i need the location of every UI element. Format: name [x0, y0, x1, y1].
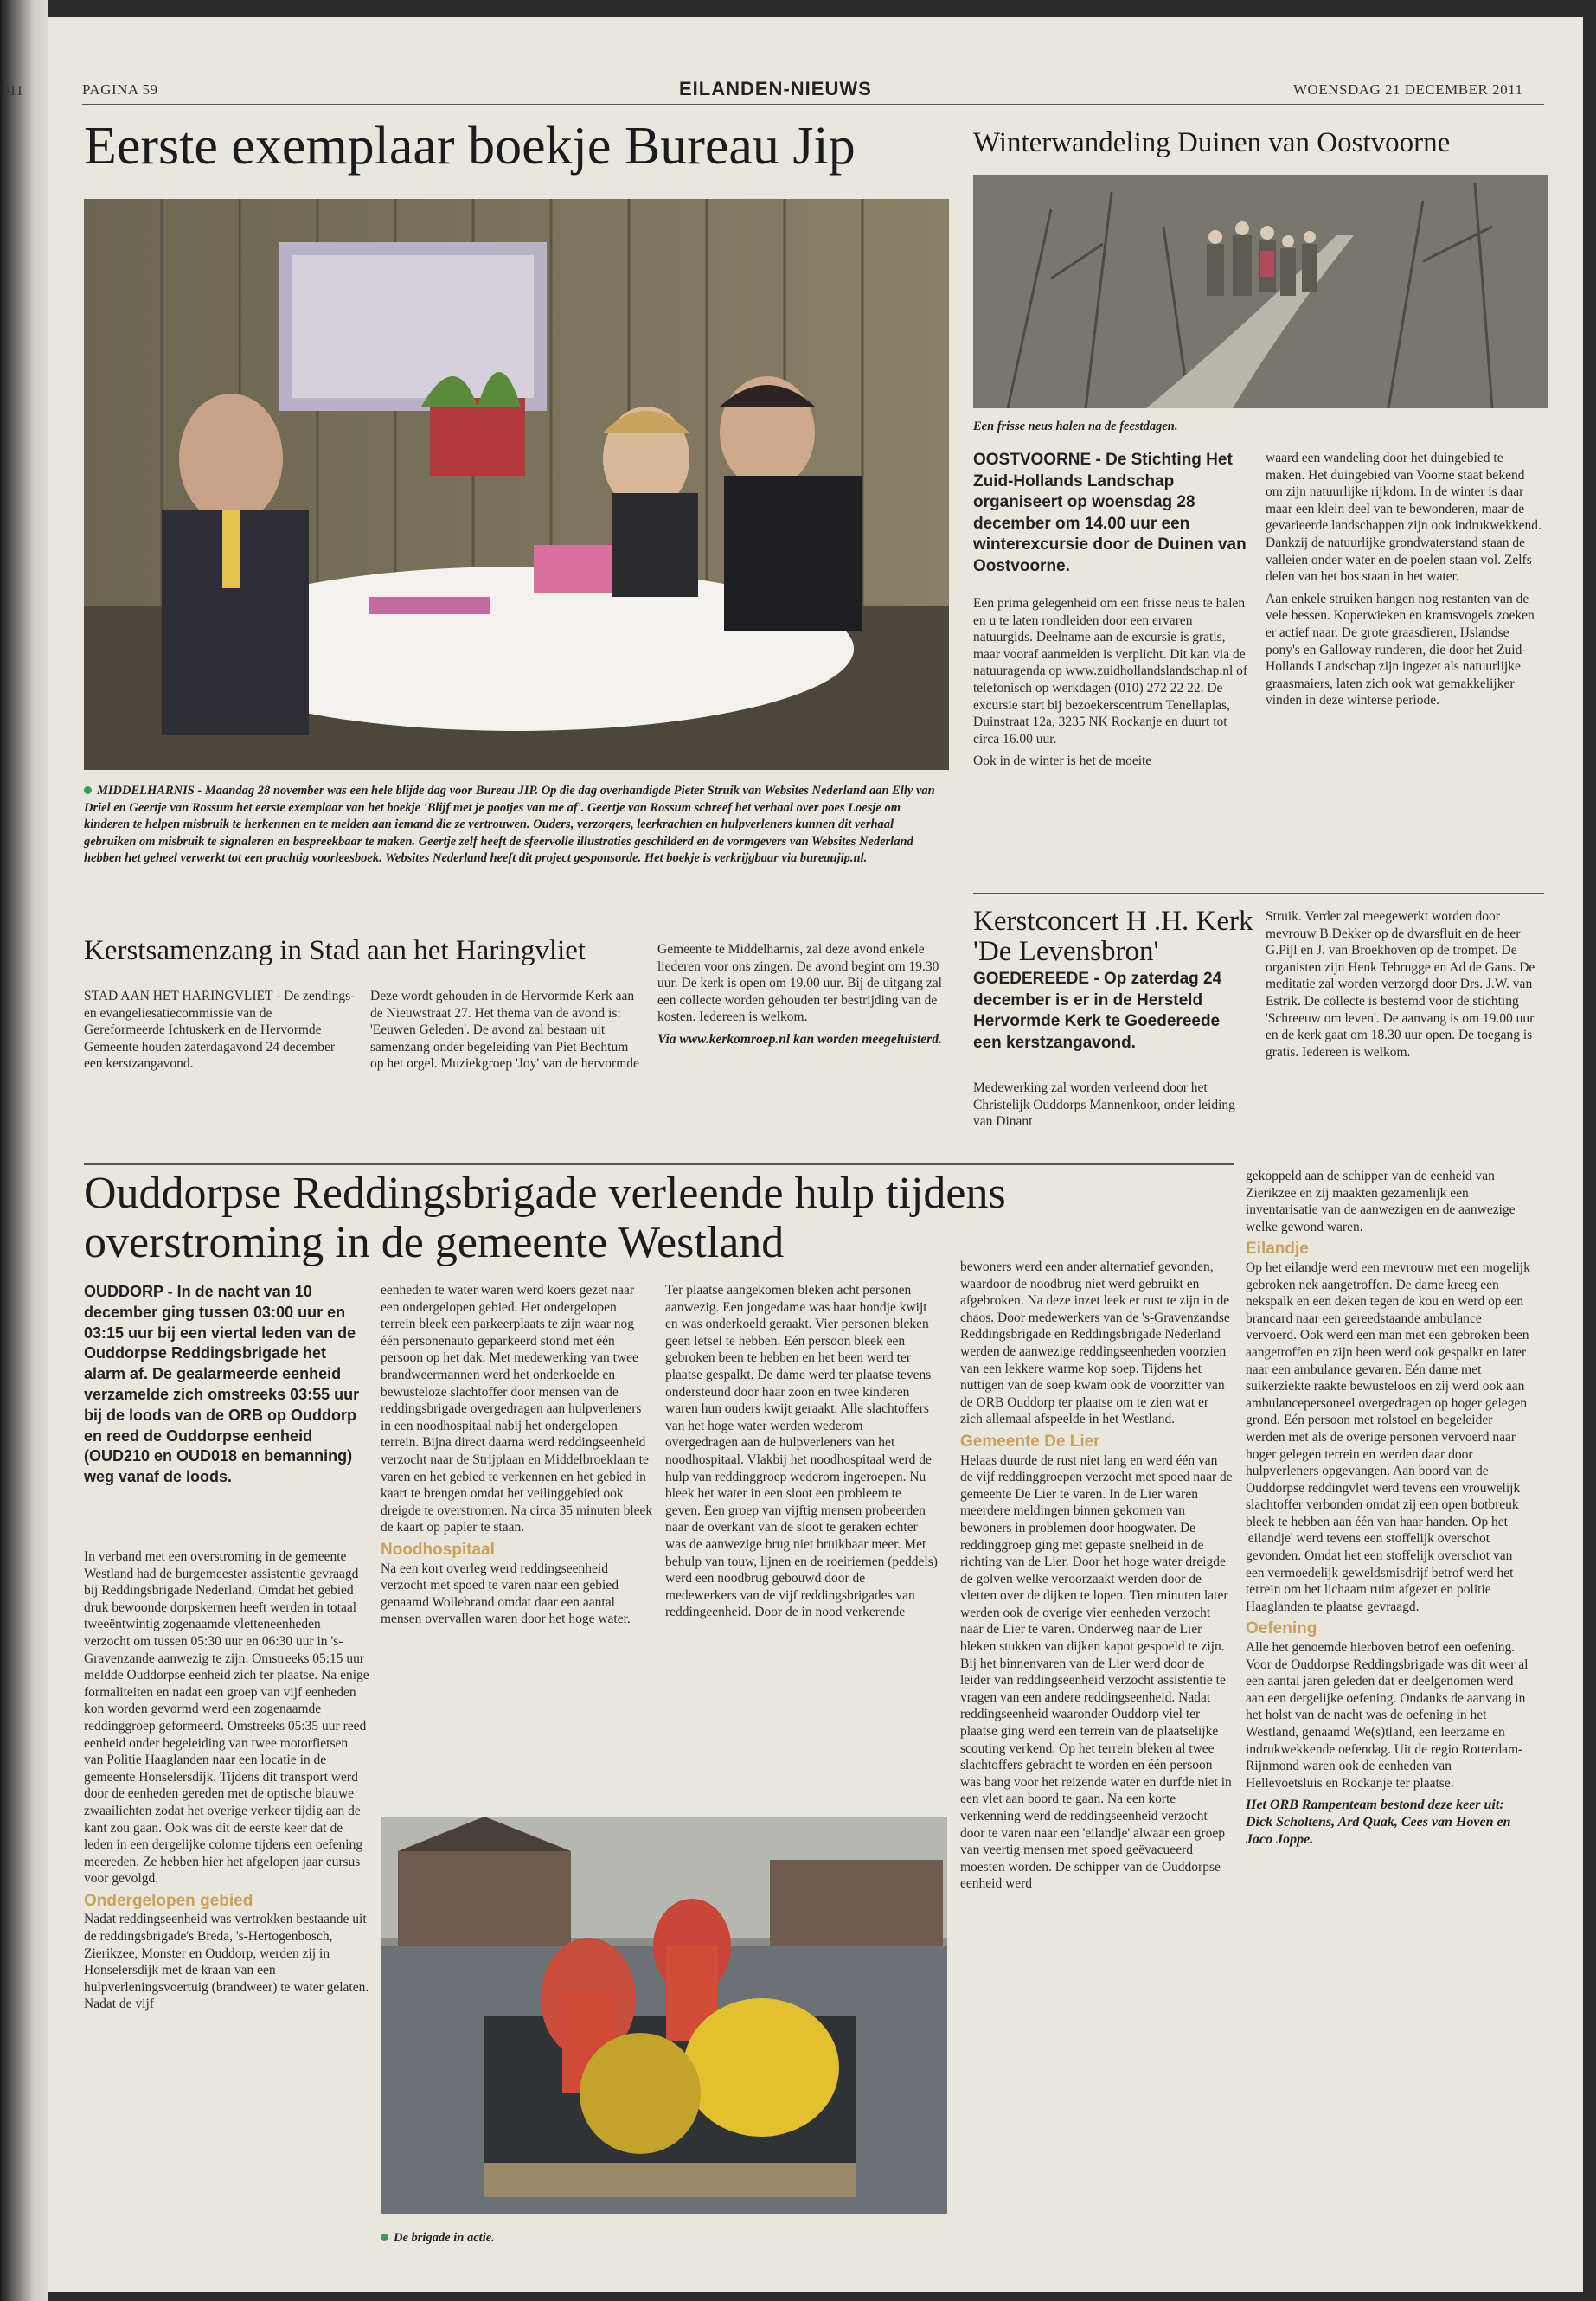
- bureau-jip-photo: [84, 199, 949, 770]
- winterwandeling-col1: [973, 595, 1250, 775]
- winterwandeling-headline: Winterwandeling Duinen van Oostvoorne: [973, 127, 1451, 158]
- brigade-photo: [381, 1817, 947, 2214]
- bureau-jip-photo-image: [84, 199, 949, 770]
- subhead-eilandje: Eilandje: [1246, 1240, 1309, 1259]
- kerstconcert-col1: Medewerking zal worden verleend door het Christelijk Ouddorps Mannenkoor, onder leiding van Dinant: [973, 1080, 1235, 1130]
- kerstconcert-lead: GOEDEREEDE - Op zaterdag 24 december is er in de Hersteld Hervormde Kerk te Goedereede een kerstzangavond.: [973, 970, 1222, 1052]
- newspaper-page: [48, 17, 1583, 2292]
- subhead-noodhospitaal: Noodhospitaal: [381, 1540, 495, 1559]
- caption-bullet-icon: [381, 2234, 388, 2241]
- subhead-oefening: Oefening: [1246, 1619, 1317, 1638]
- kerkomroep-link[interactable]: Via www.kerkomroep.nl kan worden meegeluisterd.: [657, 1031, 942, 1047]
- brigade-photo-caption-text: De brigade in actie.: [394, 2231, 495, 2245]
- reddingsbrigade-col2-text: eenheden te water waren werd koers gezet naar een ondergelopen gebied. Het ondergelopen terrein bleek een parkeerplaats te zijn waar nog één personenauto geparkeerd stond met één persoon op het dak. Met medewerking van twee brandweermannen werd het onderkoelde en bewusteloze slachtoffer door mensen van de reddingsbrigade overgedragen aan hulpverleners in een noodhospitaal nabij het ondergelopen terrein. Bijna direct daarna werd reddingseenheid verzocht naar de Strijplaan en Middelbroeklaan te varen en het gebied te verkennen en het gebied in kaart te brengen omdat het veilinggebied ook dreigde te overstromen. Na circa 35 minuten bleek de kaart op papier te staan.: [381, 1283, 653, 1535]
- page-number: PAGINA 59: [82, 81, 158, 98]
- reddingsbrigade-col4-text: bewoners werd een ander alternatief gevonden, waardoor de noodbrug niet werd gebruikt en afgebroken. Na deze inzet leek er rust te zijn in de chaos. Door medewerkers van de 's-Gravenzandse Reddingsbrigade en Reddingsbrigade Nederland werden de aanwezige reddingseenheden voorzien van een lekkere warme kop soep. Tijdens het nuttigen van de soep kwam ook de voorzitter van de ORB Ouddorp ter plaatse om te zien wat er zich allemaal afspeelde in het Westland.: [960, 1259, 1230, 1427]
- reddingsbrigade-col1: [84, 1548, 369, 2018]
- reddingsbrigade-col3: Ter plaatse aangekomen bleken acht personen aanwezig. Een jongedame was haar hondje kwijt en was onderkoeld geraakt. Vier personen bleken geen letsel te hebben. Eén persoon bleek een gebroken been te hebben en het been werd ter plaatse gespalkt. De dame werd ter plaatse tevens ondersteund door haar zoon en twee kinderen waren hun ouders kwijt geraakt. Alle slachtoffers van het hoge water werden wederom overgedragen aan de hulpverleners van het noodhospitaal. Vlakbij het noodhospitaal werd de hulp van reddinggroep wederom ingeroepen. Nu bleek het water in een sloot een probleem te geven. Een groep van vijftig mensen probeerden naar de overkant van de sloot te geraken echter was de aanwezige brug niet bruikbaar meer. Met behulp van touw, lijnen en de roeiriemen (peddels) werd een noodbrug gebouwd door de medewerkers van de vijf reddingsbrigades van reddingeenheid. Door de in nood verkerende: [665, 1283, 938, 1620]
- kerstsamenzang-headline: Kerstsamenzang in Stad aan het Haringvliet: [84, 935, 586, 966]
- reddingsbrigade-headline-line2: overstroming in de gemeente Westland: [84, 1218, 785, 1267]
- winterwandeling-photo: [973, 175, 1548, 408]
- winterwandeling-paragraph-4: Aan enkele struiken hangen nog restanten van de vele bessen. Koperwieken en kramsvogels zoeken er actief naar. De grote graasdieren, IJslandse pony's en Galloway runderen, die door het Zuid-Hollands Landschap zijn ingezet als natuurlijke graasmaiers, laten zich ook wat gemakkelijker vinden in deze winterse periode.: [1266, 591, 1535, 708]
- winterwandeling-paragraph-1: Een prima gelegenheid om een frisse neus te halen en u te laten rondleiden door een ervaren natuurgids. Deelname aan de excursie is gratis, maar vooraf aanmelden is verplicht. Dit kan via de natuuragenda op www.zuidhollandslandschap.nl of telefonisch op werkdagen (010) 272 22 22. De excursie start bij bezoekerscentrum Tenellaplas, Duinstraat 12a, 3235 NK Rockanje en duurt tot circa 16.00 uur.: [973, 596, 1248, 747]
- reddingsbrigade-col5: [1246, 1168, 1531, 1854]
- header-rule: [82, 104, 1544, 105]
- winterwandeling-caption: Een frisse neus halen na de feestdagen.: [973, 420, 1178, 433]
- bureau-jip-caption-text: MIDDELHARNIS - Maandag 28 november was een hele blijde dag voor Bureau JIP. Op die dag overhandigde Pieter Struik van Websites Nederland aan Elly van Driel en Geertje van Rossum het eerste exemplaar van het boekje 'Blijf met je pootjes van me af'. Geertje van Rossum schreef het verhaal over poes Loesje om kinderen te helpen misbruik te herkennen en te melden aan iemand die ze vertrouwen. Ouders, verzorgers, leerkrachten en hulpverleners kunnen dit verhaal gebruiken om misbruik te signaleren en bespreekbaar te maken. Geertje zelf heeft de sfeervolle illustraties geschilderd en de vormgevers van Websites Nederland hebben het geheel verwerkt tot een prachtig voorleesboek. Websites Nederland heeft dit project gesponsorde. Het boekje is verkrijgbaar via bureaujip.nl.: [84, 784, 935, 865]
- winterwandeling-paragraph-3: waard een wandeling door het duingebied te maken. Het duingebied van Voorne staat bekend om zijn natuurlijke rijkdom. In de winter is daar maar een klein deel van te bewonderen, maar de gevarieerde landschappen zijn ook indrukwekkend. Dankzij de natuurlijke grondwaterstand staan de valleien onder water en de poelen staan vol. Zelfs delen van het bos staan in het water.: [1266, 451, 1542, 585]
- adjacent-page-edge: [0, 0, 48, 2301]
- reddingsbrigade-col1b-text: Nadat reddingseenheid was vertrokken bestaande uit de reddingsbrigade's Breda, 's-Hertogenbosch, Zierikzee, Monster en Ouddorp, werden zij in Honselersdijk met de kraan van een hulpverleningsvoertuig (brandweer) te water gelaten. Nadat de vijf: [84, 1912, 369, 2012]
- winterwandeling-end-rule: [973, 893, 1544, 894]
- brigade-photo-caption: [381, 2230, 495, 2247]
- reddingsbrigade-col5-text: gekoppeld aan de schipper van de eenheid van Zierikzee en zij maakten gezamenlijk een inventarisatie van de aanwezigen en de aanwezige welke gewond waren.: [1246, 1169, 1516, 1234]
- reddingsbrigade-col5b-text: Op het eilandje werd een mevrouw met een mogelijk gebroken nek aangetroffen. De dame kreeg een nekspalk en een deken tegen de kou en werd op een brancard naar een gereedstaande ambulance vervoerd. Ook werd een man met een gebroken been aangetroffen en zijn been werd ook gespalkt en later naar een ambulance gevaren. Eén dame met suikerziekte raakte bewusteloos en zij werd ook aan ambulancepersoneel overgedragen op hoger gelegen grond. Eén persoon met rolstoel en begeleider werden met als de overige personen vervoerd naar hoger gelegen terrein en werden daar door hulpverleners opgevangen. Aan boord van de Ouddorpse reddingvlet werd tevens een vrouwelijk slachtoffer verbonden omdat zij een open botbreuk bleek te hebben aan één van haar handen. Op het 'eilandje' werd tevens een stoffelijk overschot gevonden. Omdat het een stoffelijk overschot van een vermoedelijk geweldsmisdrijf betrof werd het terrein om het lichaam ruim afgezet en politie Haaglanden te plaatse gevraagd.: [1246, 1259, 1530, 1614]
- reddingsbrigade-lead: OUDDORP - In de nacht van 10 december ging tussen 03:00 uur en 03:15 uur bij een viertal leden van de Ouddorpse Reddingsbrigade het alarm af. De gealarmeerde eenheid verzamelde zich omstreeks 03:55 uur bij de loods van de ORB op Ouddorp en reed de Ouddorpse eenheid (OUD210 en OUD018 en bemanning) weg vanaf de loods.: [84, 1283, 360, 1486]
- subhead-gemeente-de-lier: Gemeente De Lier: [960, 1432, 1100, 1451]
- winterwandeling-col2: [1266, 450, 1542, 715]
- reddingsbrigade-headline-line1: Ouddorpse Reddingsbrigade verleende hulp tijdens: [84, 1169, 1006, 1218]
- reddingsbrigade-col2: [381, 1282, 653, 1633]
- reddingsbrigade-col1-text: In verband met een overstroming in de gemeente Westland had de burgemeester assistentie gevraagd bij Reddingsbrigade Nederland. Omdat het gebied druk bewoonde dorpskernen heeft werden in totaal tweeëntwintig zogenaamde vletteneenheden verzocht om tussen 05:30 uur en 06:30 uur in 's-Gravenzande aanwezig te zijn. Omstreeks 05:15 uur meldde Ouddorpse eenheid zich ter plaatse. Na enige formaliteiten en nadat een groep van vijf eenheden kon worden gevormd werd een zogenaamde reddinggroep geformeerd. Omstreeks 05:35 uur reed eenheid onder begeleiding van twee motorfietsen van Politie Haaglanden naar een locatie in de gemeente Honselersdijk. Tijdens dit transport werd door de eenheden gereden met de optische blauwe zwaailichten zodat het overige verkeer tijdig aan de kant zou gaan. Ook was dit de eerste keer dat de leden in een dergelijke colonne tijdens een oefening meereden. Ze hebben hier het afgelopen jaar cursus voor gevolgd.: [84, 1549, 369, 1887]
- kerstsamenzang-col3-text: Gemeente te Middelharnis, zal deze avond enkele liederen voor ons zingen. De avond begint om 19.30 uur. De kerk is open om 19.00 uur. Bij de uitgang zal een collecte worden gehouden ter bestrijding van de kosten. Iedereen is welkom.: [657, 942, 942, 1025]
- kerstconcert-col2: Struik. Verder zal meegewerkt worden door mevrouw B.Dekker op de dwarsfluit en de heer G.Pijl en J. van Broekhoven op de trompet. De organisten zijn Henk Tebrugge en Ad de Gans. De meditatie zal worden verzorgd door Drs. J.W. van Estrik. De collecte is bestemd voor de stichting 'Schreeuw om leven'. De aanvang is om 19.00 uur en de kerk gaat om 18.30 uur open. De toegang is gratis. Iedereen is welkom.: [1266, 909, 1535, 1060]
- reddingsbrigade-col4: [960, 1259, 1233, 1898]
- winterwandeling-lead: OOSTVOORNE - De Stichting Het Zuid-Hollands Landschap organiseert op woensdag 28 december om 14.00 uur een winterexcursie door de Duinen van Oostvoorne.: [973, 451, 1247, 575]
- reddingsbrigade-col5c-text: Alle het genoemde hierboven betrof een oefening. Voor de Ouddorpse Reddingsbrigade was dit weer al een aantal jaren geleden dat er deelgenomen werd aan een dergelijke oefening. Ondanks de aanvang in het holst van de nacht was de oefening in het Westland, genaamd We(s)tland, een leerzame en indrukwekkende oefendag. Uit de regio Rotterdam-Rijnmond waren ook de eenheden van Hellevoetsluis en Rockanje ter plaatse.: [1246, 1640, 1529, 1791]
- rampenteam-credit: Het ORB Rampenteam bestond deze keer uit: Dick Scholtens, Ard Quak, Cees van Hoven en Jaco Joppe.: [1246, 1798, 1511, 1848]
- kerstsamenzang-col2: Deze wordt gehouden in de Hervormde Kerk aan de Nieuwstraat 27. Het thema van de avond is: 'Eeuwen Geleden'. De avond zal bestaan uit samenzang onder begeleiding van Piet Bechtum op het orgel. Muziekgroep 'Joy' van de hervormde: [370, 989, 639, 1072]
- bureau-jip-headline: Eerste exemplaar boekje Bureau Jip: [84, 117, 856, 176]
- kerstsamenzang-col1: STAD AAN HET HARINGVLIET - De zendings- en evangeliesatiecommissie van de Gereformeerde Ichtuskerk en de Hervormde Gemeente houden zaterdagavond 24 december een kerstzangavond.: [84, 989, 356, 1072]
- adjacent-page-number: 011: [2, 82, 23, 99]
- kerstconcert-headline: Kerstconcert H .H. Kerk 'De Levensbron': [973, 906, 1253, 967]
- brigade-photo-image: [381, 1817, 947, 2214]
- winterwandeling-photo-image: [973, 175, 1548, 408]
- reddingsbrigade-col2b-text: Na een kort overleg werd reddingseenheid verzocht met spoed te varen naar een gebied genaamd Wollebrand omdat daar een aantal mensen overvallen waren door het hoge water.: [381, 1561, 631, 1627]
- bureau-jip-caption: [84, 783, 949, 868]
- reddingsbrigade-top-rule: [84, 1163, 1234, 1165]
- kerstsamenzang-col3: [657, 941, 943, 1053]
- caption-bullet-icon: [84, 786, 92, 794]
- reddingsbrigade-col4b-text: Helaas duurde de rust niet lang en werd één van de vijf reddinggroepen verzocht met spoed naar de gemeente De Lier te varen. In de Lier waren meerdere meldingen binnen gekomen van bewoners in problemen door hoogwater. De reddinggroep ging met gepaste snelheid in de richting van de Lier. Door het hoge water dreigde de golven welke veroorzaakt werden door de vletten over de dijken te lopen. Tien minuten later werden ook de overige vier eenheden verzocht naar de Lier te varen. Onderweg naar de Lier bleken stukken van dijken kapot gespoeld te zijn. Bij het binnenvaren van de Lier werd door de leider van reddingseenheid verzocht assistentie te vragen van een andere reddingseenheid. Nadat reddingseenheid waaronder Ouddorp viel ter plaatse ging werd een terrein van de plaatselijke scouting verkend. Op het terrein bleken al twee slachtoffers gebracht te worden en één persoon was bang voor het reizende water en durfde niet in een vlet aan boord te gaan. Na een korte verkenning werd de reddingseenheid verzocht door te varen naar een 'eilandje' alwaar een groep van veertig mensen met spoed geëvacueerd moesten worden. De schipper van de Ouddorpse eenheid werd: [960, 1452, 1233, 1892]
- winterwandeling-paragraph-2: Ook in de winter is het de moeite: [973, 753, 1152, 769]
- issue-date: WOENSDAG 21 DECEMBER 2011: [1293, 81, 1523, 98]
- masthead: EILANDEN-NIEUWS: [679, 78, 872, 99]
- subhead-ondergelopen: Ondergelopen gebied: [84, 1891, 253, 1910]
